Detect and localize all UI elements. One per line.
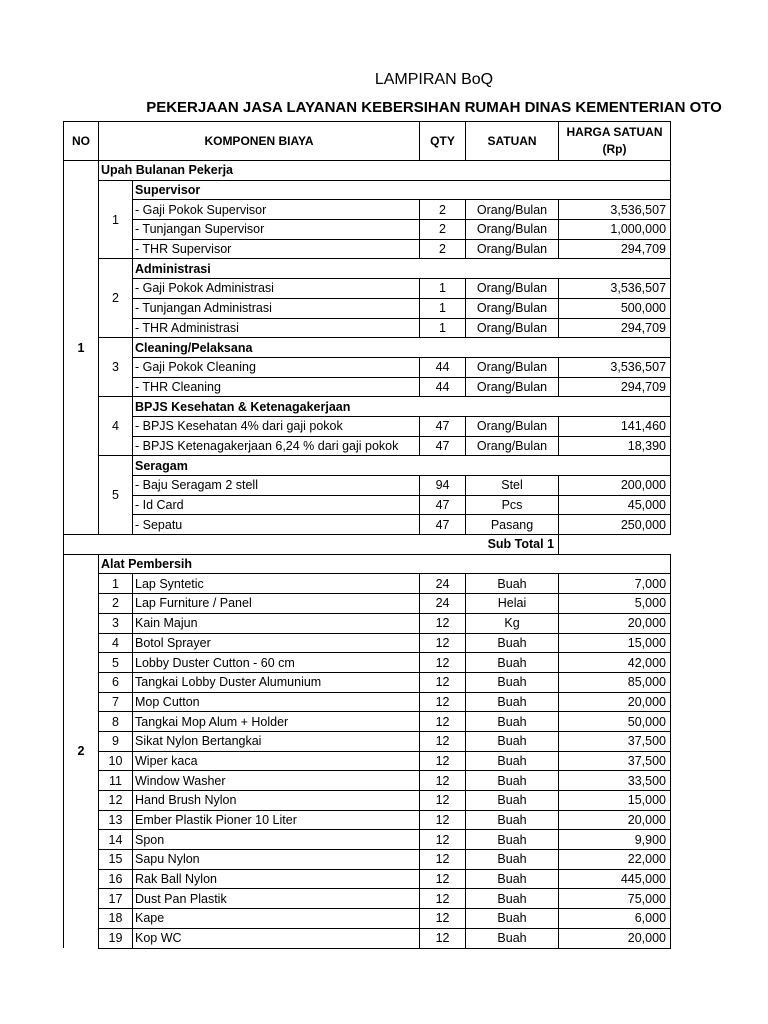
- item-satuan: Pasang: [466, 515, 559, 535]
- item-description: Lobby Duster Cutton - 60 cm: [133, 653, 420, 673]
- empty-cell: [559, 338, 671, 358]
- item-description: Rak Ball Nylon: [133, 869, 420, 889]
- item-number: 3: [99, 613, 133, 633]
- item-qty: 47: [420, 436, 466, 456]
- group-number: 3: [99, 338, 133, 397]
- table-row: [64, 692, 671, 712]
- item-description: - THR Administrasi: [133, 318, 420, 338]
- item-description: Kop WC: [133, 928, 420, 948]
- header-komponen-biaya: KOMPONEN BIAYA: [99, 122, 420, 161]
- item-description: - Gaji Pokok Cleaning: [133, 357, 420, 377]
- item-qty: 12: [420, 909, 466, 929]
- item-qty: 2: [420, 239, 466, 259]
- item-number: 10: [99, 751, 133, 771]
- item-satuan: Pcs: [466, 495, 559, 515]
- item-description: - Tunjangan Administrasi: [133, 298, 420, 318]
- item-satuan: Orang/Bulan: [466, 298, 559, 318]
- item-harga-satuan: 3,536,507: [559, 200, 671, 220]
- empty-cell: [559, 397, 671, 417]
- item-description: - Gaji Pokok Supervisor: [133, 200, 420, 220]
- table-row: [64, 791, 671, 811]
- table-row: [64, 928, 671, 948]
- item-description: - BPJS Ketenagakerjaan 6,24 % dari gaji pokok: [133, 436, 420, 456]
- header-no: NO: [64, 122, 99, 161]
- header-harga-line1: HARGA SATUAN: [566, 125, 663, 139]
- group-title: BPJS Kesehatan & Ketenagakerjaan: [133, 397, 420, 417]
- item-satuan: Buah: [466, 751, 559, 771]
- empty-cell: [466, 456, 559, 476]
- item-satuan: Buah: [466, 869, 559, 889]
- item-satuan: Buah: [466, 889, 559, 909]
- item-satuan: Buah: [466, 672, 559, 692]
- item-harga-satuan: 20,000: [559, 692, 671, 712]
- empty-cell: [559, 554, 671, 574]
- header-harga-line2: (Rp): [602, 142, 627, 156]
- item-satuan: Buah: [466, 909, 559, 929]
- item-harga-satuan: 20,000: [559, 810, 671, 830]
- table-row: [64, 830, 671, 850]
- item-description: Wiper kaca: [133, 751, 420, 771]
- item-satuan: Buah: [466, 791, 559, 811]
- item-harga-satuan: 3,536,507: [559, 357, 671, 377]
- item-description: Sapu Nylon: [133, 850, 420, 870]
- item-description: - BPJS Kesehatan 4% dari gaji pokok: [133, 416, 420, 436]
- item-description: Ember Plastik Pioner 10 Liter: [133, 810, 420, 830]
- table-row: [64, 909, 671, 929]
- empty-cell: [466, 338, 559, 358]
- item-harga-satuan: 85,000: [559, 672, 671, 692]
- empty-cell: [420, 259, 466, 279]
- group-title-row: [64, 456, 671, 476]
- table-row: [64, 318, 671, 338]
- document-subtitle: PEKERJAAN JASA LAYANAN KEBERSIHAN RUMAH DINAS KEMENTERIAN OTO: [146, 99, 722, 116]
- item-description: Sikat Nylon Bertangkai: [133, 731, 420, 751]
- table-row: [64, 594, 671, 614]
- section-title: Alat Pembersih: [99, 554, 420, 574]
- item-satuan: Orang/Bulan: [466, 239, 559, 259]
- empty-cell: [420, 554, 466, 574]
- item-number: 16: [99, 869, 133, 889]
- empty-cell: [466, 259, 559, 279]
- table-row: [64, 220, 671, 240]
- empty-cell: [559, 259, 671, 279]
- item-satuan: Kg: [466, 613, 559, 633]
- item-qty: 12: [420, 692, 466, 712]
- item-qty: 12: [420, 869, 466, 889]
- item-harga-satuan: 7,000: [559, 574, 671, 594]
- item-harga-satuan: 20,000: [559, 928, 671, 948]
- item-harga-satuan: 50,000: [559, 712, 671, 732]
- item-harga-satuan: 500,000: [559, 298, 671, 318]
- group-title-row: [64, 338, 671, 358]
- empty-cell: [466, 180, 559, 200]
- item-harga-satuan: 294,709: [559, 377, 671, 397]
- item-qty: 12: [420, 810, 466, 830]
- item-harga-satuan: 250,000: [559, 515, 671, 535]
- table-row: [64, 850, 671, 870]
- item-qty: 12: [420, 653, 466, 673]
- table-row: [64, 653, 671, 673]
- item-satuan: Buah: [466, 653, 559, 673]
- item-harga-satuan: 3,536,507: [559, 279, 671, 299]
- table-row: [64, 357, 671, 377]
- section-title-row: [64, 554, 671, 574]
- item-qty: 12: [420, 771, 466, 791]
- item-satuan: Orang/Bulan: [466, 200, 559, 220]
- item-satuan: Orang/Bulan: [466, 377, 559, 397]
- item-qty: 12: [420, 850, 466, 870]
- item-description: Mop Cutton: [133, 692, 420, 712]
- empty-cell: [559, 161, 671, 181]
- item-qty: 44: [420, 377, 466, 397]
- table-row: [64, 712, 671, 732]
- item-number: 1: [99, 574, 133, 594]
- item-number: 4: [99, 633, 133, 653]
- group-number: 1: [99, 180, 133, 259]
- item-satuan: Stel: [466, 476, 559, 496]
- item-harga-satuan: 200,000: [559, 476, 671, 496]
- item-satuan: Orang/Bulan: [466, 436, 559, 456]
- item-description: Dust Pan Plastik: [133, 889, 420, 909]
- item-harga-satuan: 75,000: [559, 889, 671, 909]
- item-description: - Tunjangan Supervisor: [133, 220, 420, 240]
- boq-table: [63, 121, 671, 949]
- item-qty: 12: [420, 712, 466, 732]
- table-row: [64, 298, 671, 318]
- item-number: 14: [99, 830, 133, 850]
- item-satuan: Buah: [466, 574, 559, 594]
- item-description: - Baju Seragam 2 stell: [133, 476, 420, 496]
- item-satuan: Buah: [466, 712, 559, 732]
- group-title: Cleaning/Pelaksana: [133, 338, 420, 358]
- item-harga-satuan: 9,900: [559, 830, 671, 850]
- item-qty: 12: [420, 928, 466, 948]
- group-number: 5: [99, 456, 133, 535]
- table-row: [64, 239, 671, 259]
- group-number: 4: [99, 397, 133, 456]
- item-description: Lap Syntetic: [133, 574, 420, 594]
- item-satuan: Buah: [466, 633, 559, 653]
- item-number: 6: [99, 672, 133, 692]
- group-title-row: [64, 397, 671, 417]
- group-title: Administrasi: [133, 259, 420, 279]
- group-title-row: [64, 259, 671, 279]
- item-description: Tangkai Mop Alum + Holder: [133, 712, 420, 732]
- item-harga-satuan: 15,000: [559, 633, 671, 653]
- item-qty: 47: [420, 515, 466, 535]
- item-number: 19: [99, 928, 133, 948]
- item-qty: 12: [420, 889, 466, 909]
- section-title-row: [64, 161, 671, 181]
- table-row: [64, 200, 671, 220]
- table-row: [64, 633, 671, 653]
- item-number: 13: [99, 810, 133, 830]
- item-qty: 2: [420, 220, 466, 240]
- empty-cell: [466, 397, 559, 417]
- table-row: [64, 751, 671, 771]
- item-description: Tangkai Lobby Duster Alumunium: [133, 672, 420, 692]
- empty-cell: [420, 161, 466, 181]
- item-satuan: Buah: [466, 771, 559, 791]
- item-description: - THR Cleaning: [133, 377, 420, 397]
- section-number: 1: [64, 161, 99, 535]
- item-qty: 1: [420, 279, 466, 299]
- item-satuan: Orang/Bulan: [466, 416, 559, 436]
- item-qty: 1: [420, 318, 466, 338]
- header-harga-satuan: [559, 122, 671, 161]
- group-title: Seragam: [133, 456, 420, 476]
- item-satuan: Buah: [466, 731, 559, 751]
- table-row: [64, 889, 671, 909]
- item-number: 11: [99, 771, 133, 791]
- subtotal-row: [64, 535, 671, 555]
- item-description: Lap Furniture / Panel: [133, 594, 420, 614]
- empty-cell: [420, 180, 466, 200]
- item-description: Spon: [133, 830, 420, 850]
- item-qty: 12: [420, 633, 466, 653]
- item-harga-satuan: 294,709: [559, 239, 671, 259]
- item-description: Kape: [133, 909, 420, 929]
- item-number: 7: [99, 692, 133, 712]
- group-title-row: [64, 180, 671, 200]
- item-harga-satuan: 18,390: [559, 436, 671, 456]
- item-harga-satuan: 22,000: [559, 850, 671, 870]
- item-harga-satuan: 33,500: [559, 771, 671, 791]
- item-qty: 12: [420, 672, 466, 692]
- section-title: Upah Bulanan Pekerja: [99, 161, 420, 181]
- item-number: 8: [99, 712, 133, 732]
- group-number: 2: [99, 259, 133, 338]
- item-satuan: Buah: [466, 830, 559, 850]
- item-satuan: Orang/Bulan: [466, 357, 559, 377]
- item-satuan: Buah: [466, 928, 559, 948]
- item-qty: 94: [420, 476, 466, 496]
- item-qty: 24: [420, 594, 466, 614]
- item-number: 12: [99, 791, 133, 811]
- empty-cell: [420, 338, 466, 358]
- table-row: [64, 436, 671, 456]
- item-satuan: Helai: [466, 594, 559, 614]
- item-description: - Id Card: [133, 495, 420, 515]
- item-harga-satuan: 5,000: [559, 594, 671, 614]
- table-row: [64, 515, 671, 535]
- item-harga-satuan: 37,500: [559, 751, 671, 771]
- empty-cell: [466, 554, 559, 574]
- empty-cell: [420, 397, 466, 417]
- group-title: Supervisor: [133, 180, 420, 200]
- empty-cell: [559, 456, 671, 476]
- table-row: [64, 613, 671, 633]
- section-number: 2: [64, 554, 99, 948]
- item-qty: 1: [420, 298, 466, 318]
- item-qty: 44: [420, 357, 466, 377]
- table-row: [64, 377, 671, 397]
- item-qty: 47: [420, 495, 466, 515]
- item-harga-satuan: 445,000: [559, 869, 671, 889]
- empty-cell: [466, 161, 559, 181]
- item-number: 17: [99, 889, 133, 909]
- item-harga-satuan: 45,000: [559, 495, 671, 515]
- item-qty: 47: [420, 416, 466, 436]
- item-harga-satuan: 37,500: [559, 731, 671, 751]
- item-qty: 12: [420, 791, 466, 811]
- item-description: Window Washer: [133, 771, 420, 791]
- item-description: Kain Majun: [133, 613, 420, 633]
- item-harga-satuan: 42,000: [559, 653, 671, 673]
- item-harga-satuan: 141,460: [559, 416, 671, 436]
- item-qty: 12: [420, 751, 466, 771]
- header-qty: QTY: [420, 122, 466, 161]
- item-harga-satuan: 1,000,000: [559, 220, 671, 240]
- item-description: - Gaji Pokok Administrasi: [133, 279, 420, 299]
- item-description: Botol Sprayer: [133, 633, 420, 653]
- item-description: - THR Supervisor: [133, 239, 420, 259]
- table-row: [64, 495, 671, 515]
- boq-table-body: [64, 122, 671, 949]
- item-satuan: Buah: [466, 692, 559, 712]
- item-description: - Sepatu: [133, 515, 420, 535]
- item-satuan: Orang/Bulan: [466, 279, 559, 299]
- item-satuan: Buah: [466, 810, 559, 830]
- item-satuan: Buah: [466, 850, 559, 870]
- item-qty: 12: [420, 613, 466, 633]
- table-row: [64, 869, 671, 889]
- item-harga-satuan: 294,709: [559, 318, 671, 338]
- empty-cell: [559, 180, 671, 200]
- item-harga-satuan: 15,000: [559, 791, 671, 811]
- item-qty: 2: [420, 200, 466, 220]
- item-number: 18: [99, 909, 133, 929]
- empty-cell: [420, 456, 466, 476]
- table-row: [64, 416, 671, 436]
- item-satuan: Orang/Bulan: [466, 220, 559, 240]
- item-number: 2: [99, 594, 133, 614]
- table-row: [64, 672, 671, 692]
- item-number: 15: [99, 850, 133, 870]
- item-satuan: Orang/Bulan: [466, 318, 559, 338]
- document-title: LAMPIRAN BoQ: [374, 71, 494, 88]
- item-harga-satuan: 20,000: [559, 613, 671, 633]
- header-satuan: SATUAN: [466, 122, 559, 161]
- table-row: [64, 476, 671, 496]
- table-row: [64, 574, 671, 594]
- table-row: [64, 731, 671, 751]
- item-harga-satuan: 6,000: [559, 909, 671, 929]
- table-row: [64, 279, 671, 299]
- item-description: Hand Brush Nylon: [133, 791, 420, 811]
- item-number: 9: [99, 731, 133, 751]
- table-row: [64, 810, 671, 830]
- item-number: 5: [99, 653, 133, 673]
- table-header-row: [64, 122, 671, 161]
- item-qty: 12: [420, 731, 466, 751]
- item-qty: 24: [420, 574, 466, 594]
- item-qty: 12: [420, 830, 466, 850]
- subtotal-label: Sub Total 1: [64, 535, 559, 555]
- table-row: [64, 771, 671, 791]
